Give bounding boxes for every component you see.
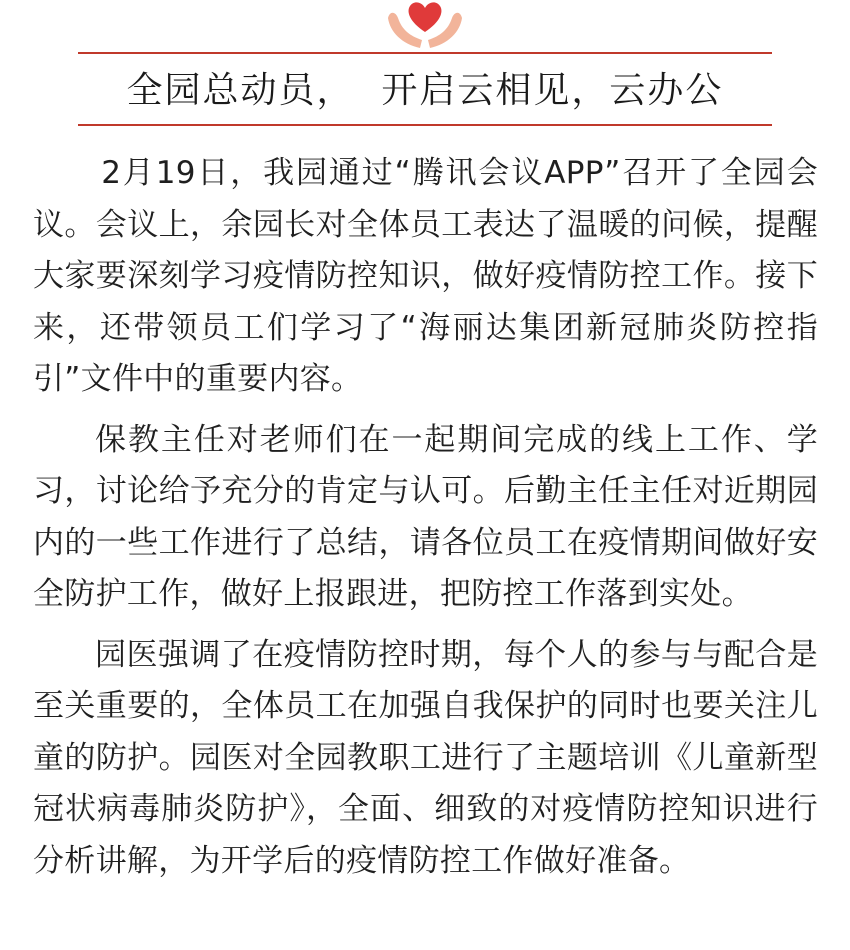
paragraph-meeting: 2月19日，我园通过“腾讯会议APP”召开了全园会议。会议上，余园长对全体员工表达了温暖的问候，提醒大家要深刻学习疫情防控知识，做好疫情防控工作。接下来，还带领员工们学习了“海丽达集团新冠肺炎防控指引”文件中的重要内容。	[33, 155, 818, 397]
title-rule-top	[78, 52, 772, 54]
paragraph-doctor: 园医强调了在疫情防控时期，每个人的参与与配合是至关重要的，全体员工在加强自我保护的同时也要关注儿童的防护。园医对全园教职工进行了主题培训《儿童新型冠状病毒肺炎防护》，全面、细致的对疫情防控知识进行分析讲解，为开学后的疫情防控工作做好准备。	[33, 636, 818, 879]
article-body	[33, 148, 818, 896]
paragraph-directors: 保教主任对老师们在一起期间完成的线上工作、学习，讨论给予充分的肯定与认可。后勤主任主任对近期园内的一些工作进行了总结，请各位员工在疫情期间做好安全防护工作，做好上报跟进，把防控工作落到实处。	[33, 421, 818, 612]
title-rule-bottom	[78, 124, 772, 126]
heart-in-hands-icon	[380, 0, 470, 54]
article-title: 全园总动员， 开启云相见，云办公	[126, 70, 724, 111]
heart-shape	[409, 2, 442, 32]
